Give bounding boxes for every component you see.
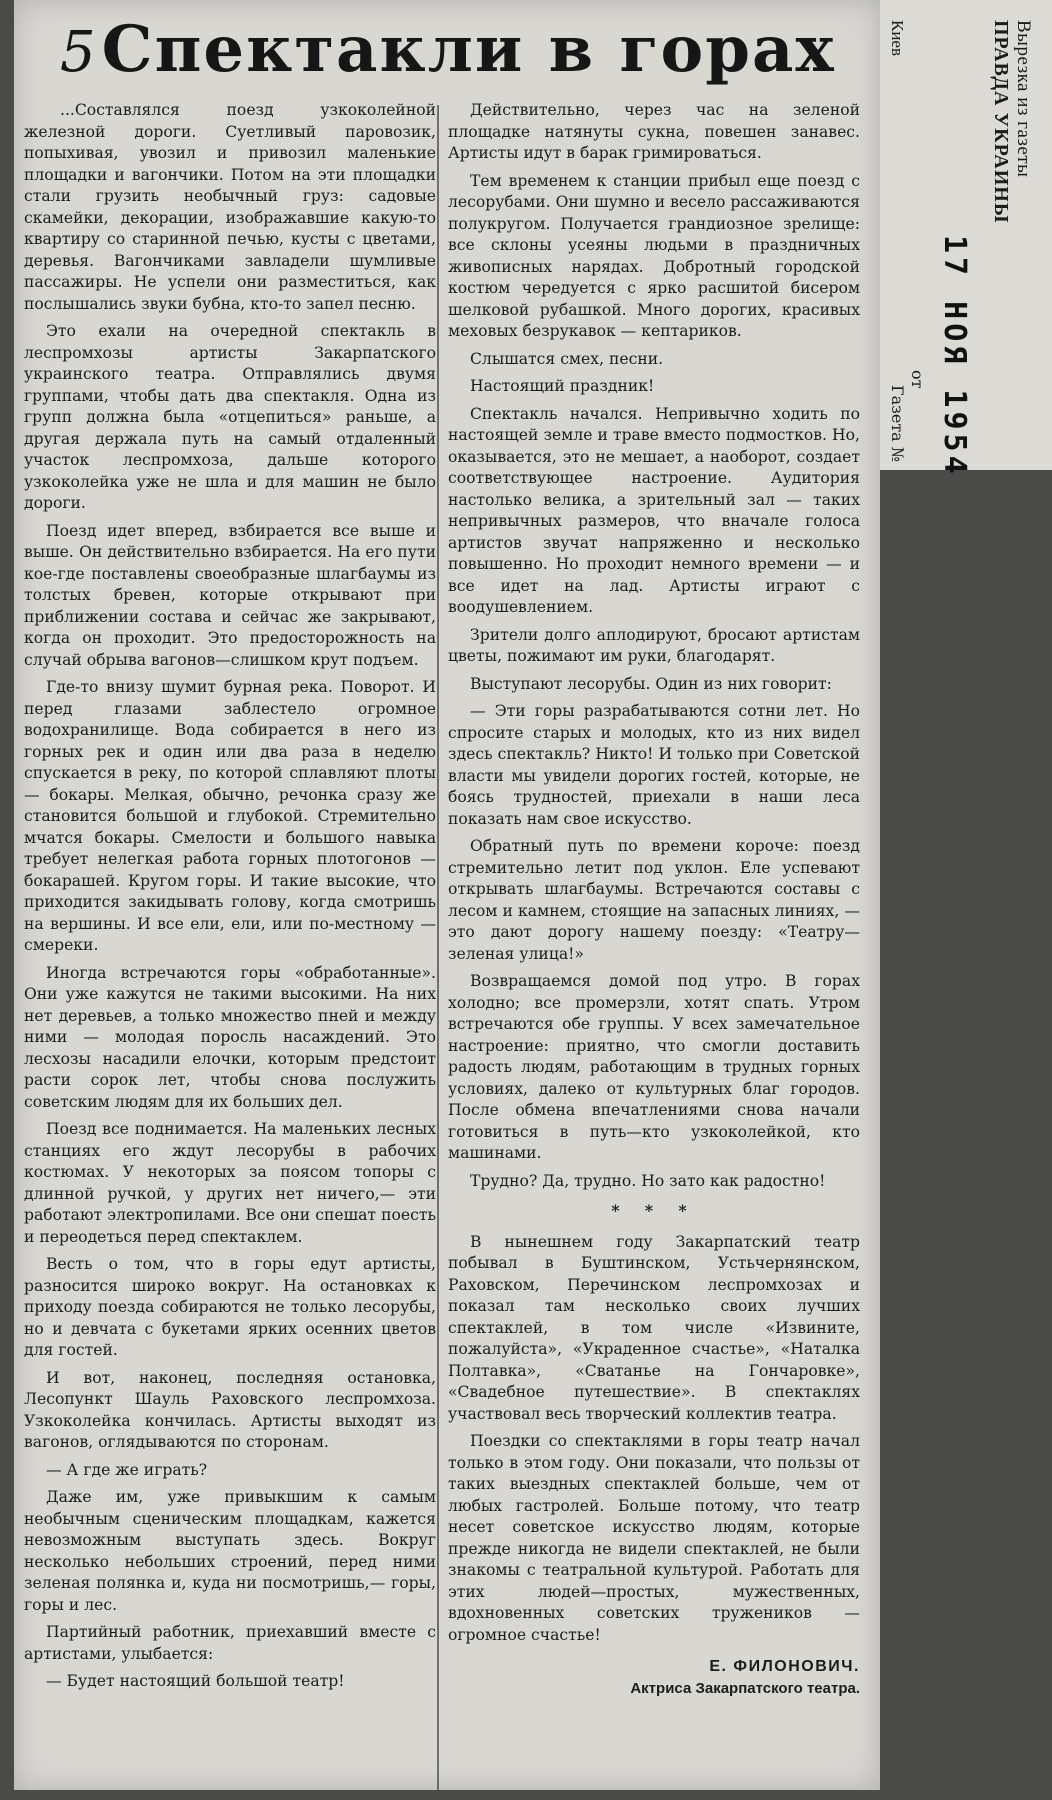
paragraph: Партийный работник, приехавший вместе с артистами, улыбается: <box>24 1623 436 1663</box>
paragraph: В нынешнем году Закарпатский театр побывал в Буштинском, Устьчернянском, Раховском, Перечинском леспромхозах и показал там несколько своих лучших спектаклей, в том числе «Извините, пожалуйста», «Украденное счастье», «Наталка Полтавка», «Сватанье на Гончаровке», «Свадебное путешествие». В спектаклях участвовал весь творческий коллектив театра. <box>448 1232 860 1423</box>
paragraph: — Будет настоящий большой театр! <box>46 1672 345 1690</box>
paragraph: Обратный путь по времени короче: поезд стремительно летит под уклон. Еле успевают открывать шлагбаумы. Встречаются составы с лесом и камнем, стоящие на запасных линиях, — это дают дорогу нашему поезду: «Театру—зеленая улица!» <box>448 837 860 963</box>
article-title <box>60 12 860 87</box>
stamp-from-label: от <box>908 370 927 389</box>
right-column <box>448 100 860 1699</box>
paragraph: Поезд все поднимается. На маленьких лесных станциях его ждут лесорубы в рабочих костюмах. У некоторых за поясом топоры с длинной ручкой, у других нет ничего,— эти работают электропилами. Все они спешат поесть и переодеться перед спектаклем. <box>24 1120 436 1246</box>
paragraph: И вот, наконец, последняя остановка, Лесопункт Шауль Раховского леспромхоза. Узкоколейка кончилась. Артисты выходят из вагонов, оглядываются по сторонам. <box>24 1368 436 1451</box>
left-column <box>24 100 436 1699</box>
paragraph: — А где же играть? <box>46 1460 208 1479</box>
section-separator: * * * <box>611 1201 697 1220</box>
paragraph: — Эти горы разрабатываются сотни лет. Но спросите старых и молодых, кто из них видел здесь спектакль? Никто! И только при Советской власти мы увидели дорогих гостей, которые, не боясь трудностей, приехали в наши леса показать нам свое искусство. <box>448 702 860 828</box>
paragraph: Слышатся смех, песни. <box>470 349 664 368</box>
paragraph: ...Составлялся поезд узкоколейной железной дороги. Суетливый паровозик, попыхивая, увозил и привозил маленькие площадки и вагончики. Потом на эти площадки стали грузить необычный груз: садовые скамейки, декорации, изображавшие какую-то квартиру со старинной печью, кусты с цветами, деревья. Вагончиками завладели шумливые пассажиры. Не успели они разместиться, как послышались звуки бубна, кто-то запел песню. <box>24 101 436 313</box>
paragraph: Даже им, уже привыкшим к самым необычным сценическим площадкам, кажется невозможным выступать здесь. Вокруг несколько небольших строений, перед ними зеленая полянка и, куда ни посмотришь,— горы, горы и лес. <box>24 1488 436 1614</box>
clipping-stamp <box>880 0 1052 478</box>
stamp-city: Киев <box>888 20 907 57</box>
paragraph: Выступают лесорубы. Один из них говорит: <box>470 674 832 693</box>
paragraph: Зрители долго аплодируют, бросают артистам цветы, пожимают им руки, благодарят. <box>448 625 860 665</box>
paragraph: Действительно, через час на зеленой площадке натянуты сукна, повешен занавес. Артисты идут в барак гримироваться. <box>448 101 860 162</box>
paragraph: Поезд идет вперед, взбирается все выше и выше. Он действительно взбирается. На его пути кое-где поставлены своеобразные шлагбаумы из толстых бревен, которые открывают при приближении состава и сейчас же закрывают, когда он проходит. Это предосторожность на случай обрыва вагонов—слишком крут подъем. <box>24 521 436 669</box>
stamp-gazeta-label: Газета № <box>888 385 907 462</box>
title-mark: 5 <box>60 20 98 85</box>
author-name: Е. ФИЛОНОВИЧ. <box>709 1658 860 1675</box>
paragraph: Спектакль начался. Непривычно ходить по настоящей земле и траве вместо подмостков. Но, оказывается, это не мешает, а наоборот, создает соответствующее настроение. Аудитория настолько велика, а зрительный зал — таких непривычных размеров, что вначале голоса артистов звучат напряженно и несколько повышенно. Но проходит немного времени — и все идет на лад. Артисты играют с воодушевлением. <box>448 404 860 616</box>
paragraph: Весть о том, что в горы едут артисты, разносится широко вокруг. На остановках к приходу поезда собираются не только лесорубы, но и девчата с букетами ярких осенних цветов для гостей. <box>24 1255 436 1359</box>
paragraph: Иногда встречаются горы «обработанные». Они уже кажутся не такими высокими. На них нет деревьев, а только множество пней и между ними — молодая поросль насаждений. Это лесхозы насадили елочки, которым предстоит расти сорок лет, чтобы снова послужить советским людям для их больших дел. <box>24 963 436 1111</box>
paragraph: Настоящий праздник! <box>470 377 655 395</box>
stamp-newspaper-name: ПРАВДА УКРАИНЫ <box>990 20 1012 224</box>
stamp-caption: Вырезка из газеты <box>1013 20 1034 178</box>
paragraph: Где-то внизу шумит бурная река. Поворот. И перед глазами заблестело огромное водохранилище. Вода собирается в него из горных рек и один или два раза в неделю спускается в реку, по которой сплавляют плоты — бокары. Мелкая, обычно, речонка сразу же становится большой и глубокой. Стремительно мчатся бокары. Смелости и большого навыка требует нелегкая работа горных плотогонов — бокарашей. Кругом горы. И такие высокие, что приходится закидывать голову, когда смотришь на вершины. И все ели, ели, или по-местному — смереки. <box>24 678 436 954</box>
paragraph: Поездки со спектаклями в горы театр начал только в этом году. Они показали, что пользы от таких выездных спектаклей больше, чем от любых гастролей. Больше потому, что театр несет советское искусство людям, которые прежде никогда не видели спектаклей, не были знакомы с театральной культурой. Работать для этих людей—простых, мужественных, вдохновенных советских тружеников — огромное счастье! <box>448 1432 860 1644</box>
author-role: Актриса Закарпатского театра. <box>630 1679 860 1697</box>
paragraph: Тем временем к станции прибыл еще поезд с лесорубами. Они шумно и весело рассаживаются полукругом. Получается грандиозное зрелище: все склоны усеяны людьми в праздничных живописных нарядах. Добротный городской костюм чередуется с ярко расшитой бисером шелковой рубашкой. Много дорогих, красивых меховых безрукавок — кептариков. <box>448 171 860 340</box>
column-divider <box>437 105 439 1790</box>
stamp-date: 17 НОЯ 1954 <box>937 235 972 478</box>
paragraph: Возвращаемся домой под утро. В горах холодно; все промерзли, хотят спать. Утром встречаются обе группы. У всех замечательное настроение: приятно, что смогли доставить радость людям, работающим в трудных горных условиях, далеко от культурных благ городов. После обмена впечатлениями снова начали готовиться в путь—кто узкоколейкой, кто машинами. <box>448 972 860 1162</box>
article-title-text: Спектакли в горах <box>101 12 836 87</box>
paragraph: Это ехали на очередной спектакль в леспромхозы артисты Закарпатского украинского театра. Отправлялись двумя группами, чтобы дать два спектакля. Одна из групп должна была «отцепиться» раньше, а другая держала путь на самый отдаленный участок леспромхоза, дальше которого узкоколейка уже не шла и для машин не было дороги. <box>24 322 436 512</box>
paragraph: Трудно? Да, трудно. Но зато как радостно! <box>470 1171 826 1190</box>
